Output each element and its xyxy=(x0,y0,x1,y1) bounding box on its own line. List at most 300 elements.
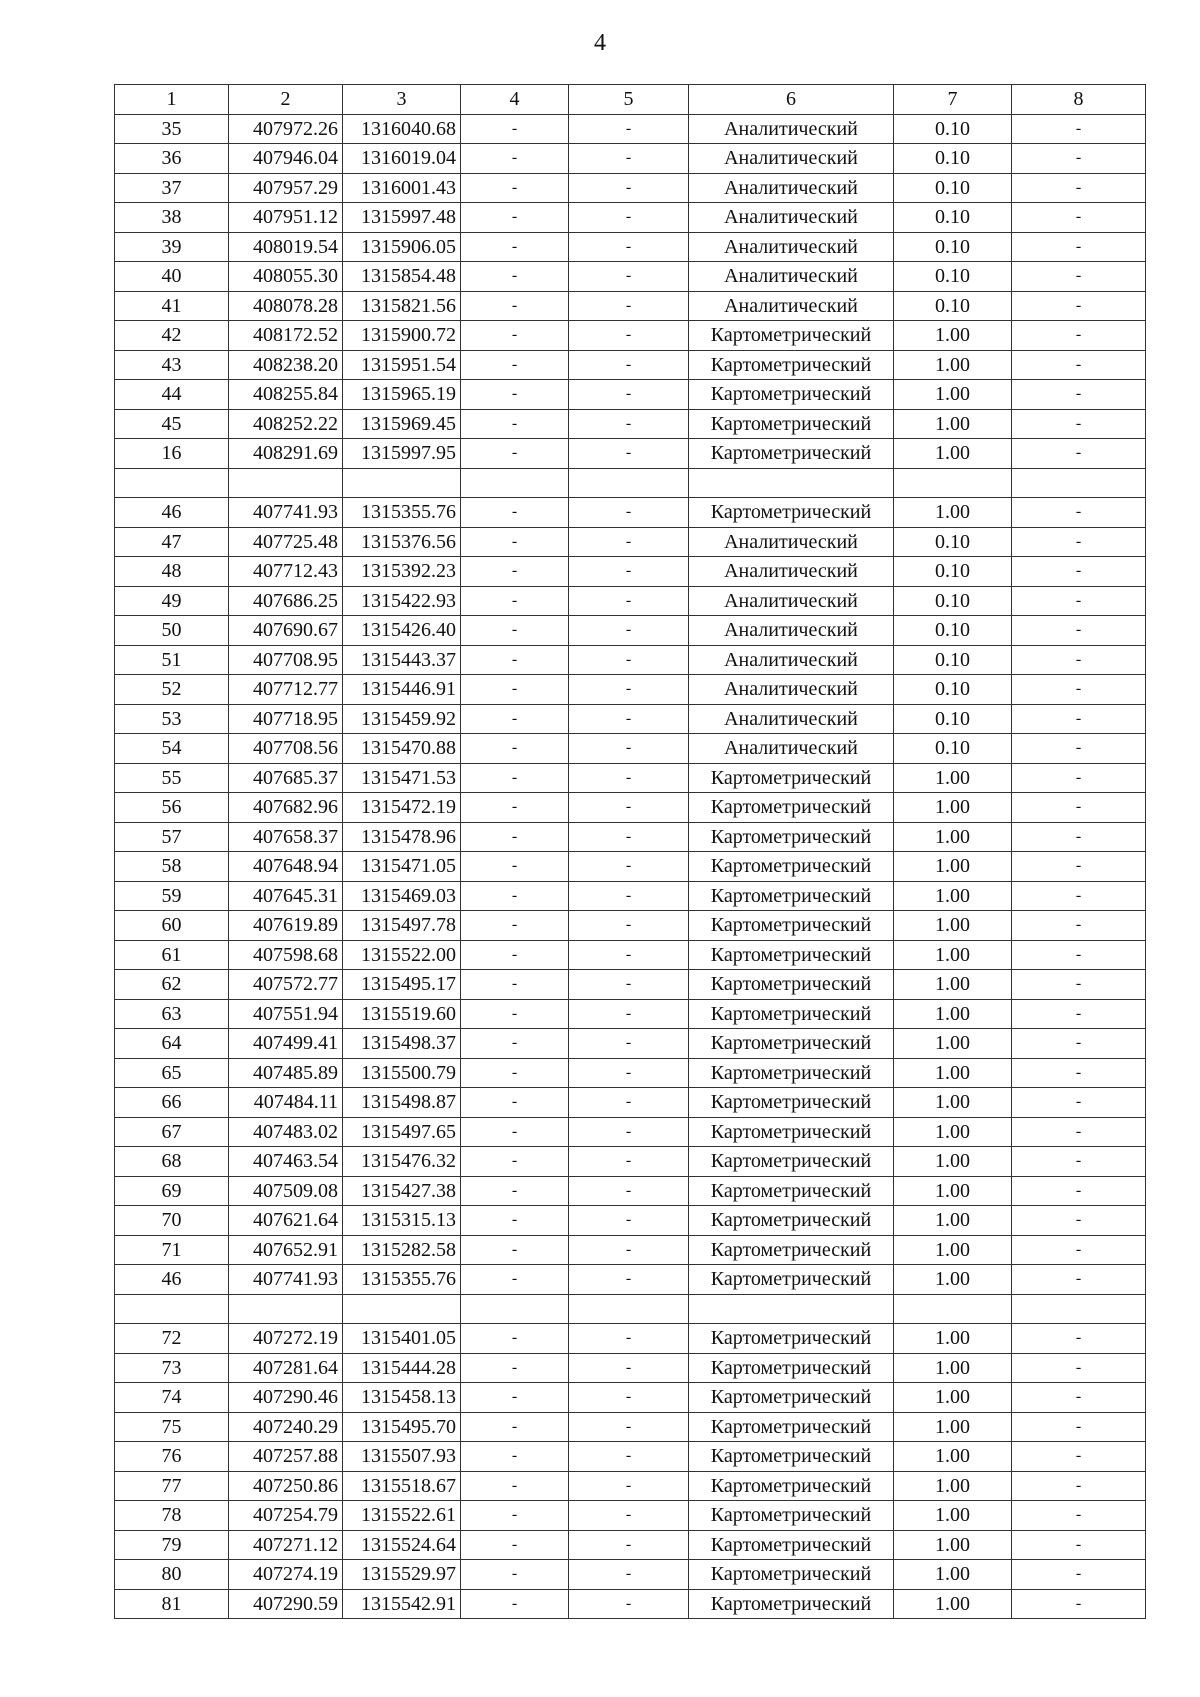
cell-point-number: 75 xyxy=(115,1412,229,1442)
cell-col-5: - xyxy=(569,439,689,469)
cell-point-number: 60 xyxy=(115,911,229,941)
cell-y-coordinate: 1315906.05 xyxy=(343,232,461,262)
cell-point-number: 43 xyxy=(115,350,229,380)
cell-accuracy: 1.00 xyxy=(894,1206,1012,1236)
cell-point-number: 70 xyxy=(115,1206,229,1236)
cell-y-coordinate: 1315524.64 xyxy=(343,1530,461,1560)
cell-x-coordinate: 407690.67 xyxy=(229,616,343,646)
cell-col-4: - xyxy=(461,675,569,705)
cell-y-coordinate: 1315854.48 xyxy=(343,262,461,292)
cell-col-4: - xyxy=(461,557,569,587)
cell-accuracy: 1.00 xyxy=(894,1530,1012,1560)
cell-col-4: - xyxy=(461,616,569,646)
table-row xyxy=(115,409,1146,439)
table-row xyxy=(115,1442,1146,1472)
cell-col-8: - xyxy=(1012,881,1146,911)
cell-point-number: 66 xyxy=(115,1088,229,1118)
cell-col-5: - xyxy=(569,1058,689,1088)
cell-y-coordinate: 1315355.76 xyxy=(343,1265,461,1295)
cell-col-4: - xyxy=(461,1235,569,1265)
cell-col-4: - xyxy=(461,940,569,970)
separator-cell xyxy=(894,468,1012,498)
cell-col-4: - xyxy=(461,380,569,410)
cell-accuracy: 1.00 xyxy=(894,1383,1012,1413)
cell-point-number: 67 xyxy=(115,1117,229,1147)
cell-accuracy: 1.00 xyxy=(894,1265,1012,1295)
cell-method: Картометрический xyxy=(689,793,894,823)
cell-accuracy: 1.00 xyxy=(894,881,1012,911)
cell-method: Аналитический xyxy=(689,734,894,764)
table-row xyxy=(115,852,1146,882)
cell-point-number: 74 xyxy=(115,1383,229,1413)
cell-col-4: - xyxy=(461,1560,569,1590)
cell-method: Картометрический xyxy=(689,1088,894,1118)
cell-y-coordinate: 1315355.76 xyxy=(343,498,461,528)
cell-accuracy: 1.00 xyxy=(894,1058,1012,1088)
separator-cell xyxy=(1012,1294,1146,1324)
cell-x-coordinate: 407648.94 xyxy=(229,852,343,882)
cell-method: Картометрический xyxy=(689,1147,894,1177)
cell-point-number: 38 xyxy=(115,203,229,233)
cell-col-5: - xyxy=(569,173,689,203)
cell-col-4: - xyxy=(461,439,569,469)
table-row xyxy=(115,350,1146,380)
table-row xyxy=(115,704,1146,734)
cell-col-8: - xyxy=(1012,970,1146,1000)
separator-cell xyxy=(689,1294,894,1324)
cell-y-coordinate: 1315498.37 xyxy=(343,1029,461,1059)
cell-col-8: - xyxy=(1012,1383,1146,1413)
cell-y-coordinate: 1315497.78 xyxy=(343,911,461,941)
cell-col-4: - xyxy=(461,1176,569,1206)
cell-y-coordinate: 1315427.38 xyxy=(343,1176,461,1206)
cell-x-coordinate: 407682.96 xyxy=(229,793,343,823)
cell-col-4: - xyxy=(461,409,569,439)
cell-point-number: 48 xyxy=(115,557,229,587)
cell-col-8: - xyxy=(1012,1088,1146,1118)
cell-method: Аналитический xyxy=(689,262,894,292)
cell-col-8: - xyxy=(1012,1117,1146,1147)
cell-method: Картометрический xyxy=(689,1206,894,1236)
cell-method: Картометрический xyxy=(689,1029,894,1059)
cell-accuracy: 0.10 xyxy=(894,173,1012,203)
cell-col-5: - xyxy=(569,1471,689,1501)
table-row xyxy=(115,675,1146,705)
separator-cell xyxy=(229,468,343,498)
separator-cell xyxy=(229,1294,343,1324)
table-row xyxy=(115,1265,1146,1295)
cell-col-5: - xyxy=(569,1029,689,1059)
separator-cell xyxy=(343,468,461,498)
cell-y-coordinate: 1315472.19 xyxy=(343,793,461,823)
cell-point-number: 71 xyxy=(115,1235,229,1265)
cell-col-5: - xyxy=(569,1324,689,1354)
table-row xyxy=(115,1235,1146,1265)
cell-method: Аналитический xyxy=(689,645,894,675)
cell-y-coordinate: 1315471.05 xyxy=(343,852,461,882)
cell-col-5: - xyxy=(569,822,689,852)
cell-col-8: - xyxy=(1012,1206,1146,1236)
cell-col-8: - xyxy=(1012,793,1146,823)
cell-col-5: - xyxy=(569,1206,689,1236)
cell-col-5: - xyxy=(569,498,689,528)
cell-point-number: 47 xyxy=(115,527,229,557)
cell-y-coordinate: 1315500.79 xyxy=(343,1058,461,1088)
table-row xyxy=(115,793,1146,823)
separator-cell xyxy=(461,468,569,498)
cell-x-coordinate: 407712.43 xyxy=(229,557,343,587)
cell-accuracy: 1.00 xyxy=(894,852,1012,882)
cell-accuracy: 0.10 xyxy=(894,734,1012,764)
cell-col-5: - xyxy=(569,1088,689,1118)
cell-x-coordinate: 407509.08 xyxy=(229,1176,343,1206)
cell-point-number: 62 xyxy=(115,970,229,1000)
cell-col-5: - xyxy=(569,1353,689,1383)
cell-point-number: 68 xyxy=(115,1147,229,1177)
table-row xyxy=(115,557,1146,587)
table-row xyxy=(115,1530,1146,1560)
header-cell-6: 6 xyxy=(689,85,894,115)
cell-y-coordinate: 1315458.13 xyxy=(343,1383,461,1413)
cell-point-number: 58 xyxy=(115,852,229,882)
table-row xyxy=(115,1383,1146,1413)
table-row xyxy=(115,763,1146,793)
cell-x-coordinate: 407254.79 xyxy=(229,1501,343,1531)
cell-point-number: 46 xyxy=(115,498,229,528)
cell-x-coordinate: 407598.68 xyxy=(229,940,343,970)
cell-x-coordinate: 407621.64 xyxy=(229,1206,343,1236)
cell-col-8: - xyxy=(1012,734,1146,764)
cell-col-4: - xyxy=(461,586,569,616)
cell-y-coordinate: 1315522.00 xyxy=(343,940,461,970)
cell-method: Картометрический xyxy=(689,1176,894,1206)
table-row xyxy=(115,1589,1146,1619)
cell-y-coordinate: 1315376.56 xyxy=(343,527,461,557)
cell-accuracy: 1.00 xyxy=(894,1147,1012,1177)
cell-col-8: - xyxy=(1012,1058,1146,1088)
cell-accuracy: 1.00 xyxy=(894,409,1012,439)
cell-col-5: - xyxy=(569,1501,689,1531)
cell-point-number: 42 xyxy=(115,321,229,351)
cell-col-8: - xyxy=(1012,1589,1146,1619)
cell-x-coordinate: 408055.30 xyxy=(229,262,343,292)
separator-cell xyxy=(115,1294,229,1324)
table-row xyxy=(115,1088,1146,1118)
cell-accuracy: 1.00 xyxy=(894,498,1012,528)
cell-col-5: - xyxy=(569,1176,689,1206)
cell-col-8: - xyxy=(1012,1324,1146,1354)
cell-col-5: - xyxy=(569,704,689,734)
cell-point-number: 37 xyxy=(115,173,229,203)
cell-method: Картометрический xyxy=(689,1530,894,1560)
table-row xyxy=(115,1471,1146,1501)
cell-col-5: - xyxy=(569,1442,689,1472)
cell-col-8: - xyxy=(1012,1029,1146,1059)
cell-col-5: - xyxy=(569,144,689,174)
cell-accuracy: 1.00 xyxy=(894,1353,1012,1383)
cell-col-5: - xyxy=(569,1147,689,1177)
cell-method: Картометрический xyxy=(689,911,894,941)
cell-col-5: - xyxy=(569,616,689,646)
cell-col-5: - xyxy=(569,321,689,351)
separator-row xyxy=(115,468,1146,498)
cell-col-4: - xyxy=(461,291,569,321)
table-row xyxy=(115,439,1146,469)
cell-y-coordinate: 1315444.28 xyxy=(343,1353,461,1383)
cell-col-8: - xyxy=(1012,1530,1146,1560)
cell-col-5: - xyxy=(569,763,689,793)
cell-col-4: - xyxy=(461,999,569,1029)
cell-point-number: 50 xyxy=(115,616,229,646)
cell-accuracy: 0.10 xyxy=(894,144,1012,174)
table-row xyxy=(115,380,1146,410)
cell-point-number: 76 xyxy=(115,1442,229,1472)
cell-point-number: 80 xyxy=(115,1560,229,1590)
cell-x-coordinate: 407708.95 xyxy=(229,645,343,675)
cell-x-coordinate: 408291.69 xyxy=(229,439,343,469)
cell-accuracy: 1.00 xyxy=(894,822,1012,852)
cell-col-4: - xyxy=(461,1088,569,1118)
cell-point-number: 16 xyxy=(115,439,229,469)
cell-col-8: - xyxy=(1012,1501,1146,1531)
cell-col-5: - xyxy=(569,262,689,292)
cell-col-8: - xyxy=(1012,498,1146,528)
cell-col-5: - xyxy=(569,291,689,321)
cell-method: Картометрический xyxy=(689,409,894,439)
cell-col-8: - xyxy=(1012,1265,1146,1295)
table-row xyxy=(115,616,1146,646)
table-row xyxy=(115,586,1146,616)
cell-x-coordinate: 407484.11 xyxy=(229,1088,343,1118)
cell-method: Аналитический xyxy=(689,557,894,587)
cell-method: Картометрический xyxy=(689,1235,894,1265)
header-cell-5: 5 xyxy=(569,85,689,115)
cell-col-5: - xyxy=(569,557,689,587)
cell-point-number: 65 xyxy=(115,1058,229,1088)
cell-y-coordinate: 1315315.13 xyxy=(343,1206,461,1236)
cell-col-8: - xyxy=(1012,203,1146,233)
cell-col-4: - xyxy=(461,645,569,675)
cell-col-8: - xyxy=(1012,262,1146,292)
cell-x-coordinate: 407483.02 xyxy=(229,1117,343,1147)
cell-y-coordinate: 1315529.97 xyxy=(343,1560,461,1590)
cell-x-coordinate: 407551.94 xyxy=(229,999,343,1029)
table-row xyxy=(115,203,1146,233)
cell-accuracy: 1.00 xyxy=(894,1324,1012,1354)
separator-cell xyxy=(569,468,689,498)
cell-col-5: - xyxy=(569,409,689,439)
cell-method: Картометрический xyxy=(689,1560,894,1590)
cell-x-coordinate: 408019.54 xyxy=(229,232,343,262)
cell-method: Картометрический xyxy=(689,380,894,410)
cell-accuracy: 0.10 xyxy=(894,527,1012,557)
cell-y-coordinate: 1315969.45 xyxy=(343,409,461,439)
cell-x-coordinate: 407957.29 xyxy=(229,173,343,203)
cell-col-4: - xyxy=(461,734,569,764)
cell-col-4: - xyxy=(461,144,569,174)
cell-method: Картометрический xyxy=(689,1117,894,1147)
table-row xyxy=(115,1560,1146,1590)
cell-col-5: - xyxy=(569,1530,689,1560)
separator-cell xyxy=(569,1294,689,1324)
cell-accuracy: 1.00 xyxy=(894,321,1012,351)
cell-point-number: 52 xyxy=(115,675,229,705)
cell-col-8: - xyxy=(1012,645,1146,675)
cell-x-coordinate: 407972.26 xyxy=(229,114,343,144)
cell-y-coordinate: 1315495.70 xyxy=(343,1412,461,1442)
cell-method: Аналитический xyxy=(689,173,894,203)
cell-point-number: 78 xyxy=(115,1501,229,1531)
cell-method: Аналитический xyxy=(689,704,894,734)
table-row xyxy=(115,498,1146,528)
cell-y-coordinate: 1315495.17 xyxy=(343,970,461,1000)
cell-accuracy: 1.00 xyxy=(894,940,1012,970)
cell-x-coordinate: 407725.48 xyxy=(229,527,343,557)
cell-y-coordinate: 1315518.67 xyxy=(343,1471,461,1501)
cell-col-5: - xyxy=(569,1560,689,1590)
cell-method: Картометрический xyxy=(689,881,894,911)
cell-accuracy: 1.00 xyxy=(894,970,1012,1000)
cell-col-4: - xyxy=(461,1058,569,1088)
cell-method: Аналитический xyxy=(689,586,894,616)
cell-col-4: - xyxy=(461,852,569,882)
cell-col-4: - xyxy=(461,704,569,734)
cell-accuracy: 1.00 xyxy=(894,1412,1012,1442)
cell-y-coordinate: 1315821.56 xyxy=(343,291,461,321)
cell-method: Аналитический xyxy=(689,203,894,233)
cell-x-coordinate: 407257.88 xyxy=(229,1442,343,1472)
cell-accuracy: 1.00 xyxy=(894,380,1012,410)
cell-accuracy: 0.10 xyxy=(894,203,1012,233)
cell-col-8: - xyxy=(1012,439,1146,469)
cell-col-5: - xyxy=(569,380,689,410)
cell-col-5: - xyxy=(569,911,689,941)
cell-col-5: - xyxy=(569,1235,689,1265)
cell-point-number: 81 xyxy=(115,1589,229,1619)
cell-x-coordinate: 407499.41 xyxy=(229,1029,343,1059)
cell-col-5: - xyxy=(569,1589,689,1619)
cell-x-coordinate: 407645.31 xyxy=(229,881,343,911)
cell-y-coordinate: 1315900.72 xyxy=(343,321,461,351)
cell-col-4: - xyxy=(461,881,569,911)
cell-method: Аналитический xyxy=(689,527,894,557)
cell-x-coordinate: 407274.19 xyxy=(229,1560,343,1590)
table-row xyxy=(115,262,1146,292)
cell-col-8: - xyxy=(1012,1176,1146,1206)
cell-col-8: - xyxy=(1012,822,1146,852)
cell-point-number: 56 xyxy=(115,793,229,823)
table-row xyxy=(115,1029,1146,1059)
cell-col-5: - xyxy=(569,734,689,764)
cell-method: Аналитический xyxy=(689,291,894,321)
cell-col-4: - xyxy=(461,1501,569,1531)
cell-col-8: - xyxy=(1012,1471,1146,1501)
cell-x-coordinate: 407946.04 xyxy=(229,144,343,174)
cell-x-coordinate: 407652.91 xyxy=(229,1235,343,1265)
cell-y-coordinate: 1316001.43 xyxy=(343,173,461,203)
cell-accuracy: 1.00 xyxy=(894,350,1012,380)
cell-col-8: - xyxy=(1012,1412,1146,1442)
cell-method: Картометрический xyxy=(689,321,894,351)
cell-col-4: - xyxy=(461,1442,569,1472)
cell-method: Аналитический xyxy=(689,232,894,262)
table-row xyxy=(115,173,1146,203)
separator-cell xyxy=(689,468,894,498)
cell-point-number: 46 xyxy=(115,1265,229,1295)
cell-col-5: - xyxy=(569,793,689,823)
cell-y-coordinate: 1315470.88 xyxy=(343,734,461,764)
cell-accuracy: 1.00 xyxy=(894,763,1012,793)
cell-y-coordinate: 1315965.19 xyxy=(343,380,461,410)
table-body xyxy=(115,114,1146,1619)
cell-accuracy: 0.10 xyxy=(894,232,1012,262)
cell-x-coordinate: 407685.37 xyxy=(229,763,343,793)
cell-x-coordinate: 407485.89 xyxy=(229,1058,343,1088)
cell-method: Аналитический xyxy=(689,114,894,144)
cell-x-coordinate: 407619.89 xyxy=(229,911,343,941)
cell-point-number: 54 xyxy=(115,734,229,764)
cell-x-coordinate: 407741.93 xyxy=(229,498,343,528)
separator-cell xyxy=(461,1294,569,1324)
cell-col-5: - xyxy=(569,1117,689,1147)
table-row xyxy=(115,1501,1146,1531)
cell-method: Картометрический xyxy=(689,970,894,1000)
cell-col-4: - xyxy=(461,1412,569,1442)
table-row xyxy=(115,1206,1146,1236)
cell-col-5: - xyxy=(569,203,689,233)
cell-col-4: - xyxy=(461,1206,569,1236)
cell-method: Аналитический xyxy=(689,144,894,174)
cell-col-4: - xyxy=(461,763,569,793)
cell-point-number: 53 xyxy=(115,704,229,734)
table-row xyxy=(115,1058,1146,1088)
cell-col-4: - xyxy=(461,1471,569,1501)
cell-col-4: - xyxy=(461,793,569,823)
cell-col-8: - xyxy=(1012,409,1146,439)
cell-col-4: - xyxy=(461,232,569,262)
separator-cell xyxy=(115,468,229,498)
table-row xyxy=(115,1324,1146,1354)
cell-x-coordinate: 407290.46 xyxy=(229,1383,343,1413)
cell-accuracy: 1.00 xyxy=(894,999,1012,1029)
cell-accuracy: 1.00 xyxy=(894,1176,1012,1206)
cell-x-coordinate: 407250.86 xyxy=(229,1471,343,1501)
cell-col-8: - xyxy=(1012,350,1146,380)
cell-col-8: - xyxy=(1012,232,1146,262)
cell-col-4: - xyxy=(461,173,569,203)
cell-col-5: - xyxy=(569,940,689,970)
cell-method: Картометрический xyxy=(689,852,894,882)
cell-method: Картометрический xyxy=(689,999,894,1029)
cell-method: Картометрический xyxy=(689,822,894,852)
cell-method: Картометрический xyxy=(689,763,894,793)
cell-col-4: - xyxy=(461,1147,569,1177)
cell-y-coordinate: 1315476.32 xyxy=(343,1147,461,1177)
cell-col-4: - xyxy=(461,1265,569,1295)
cell-col-5: - xyxy=(569,1265,689,1295)
separator-cell xyxy=(343,1294,461,1324)
cell-x-coordinate: 407686.25 xyxy=(229,586,343,616)
cell-col-4: - xyxy=(461,1530,569,1560)
cell-col-8: - xyxy=(1012,1560,1146,1590)
separator-cell xyxy=(894,1294,1012,1324)
cell-y-coordinate: 1315542.91 xyxy=(343,1589,461,1619)
cell-col-8: - xyxy=(1012,763,1146,793)
table-row xyxy=(115,645,1146,675)
table-row xyxy=(115,321,1146,351)
cell-col-5: - xyxy=(569,852,689,882)
cell-col-5: - xyxy=(569,881,689,911)
